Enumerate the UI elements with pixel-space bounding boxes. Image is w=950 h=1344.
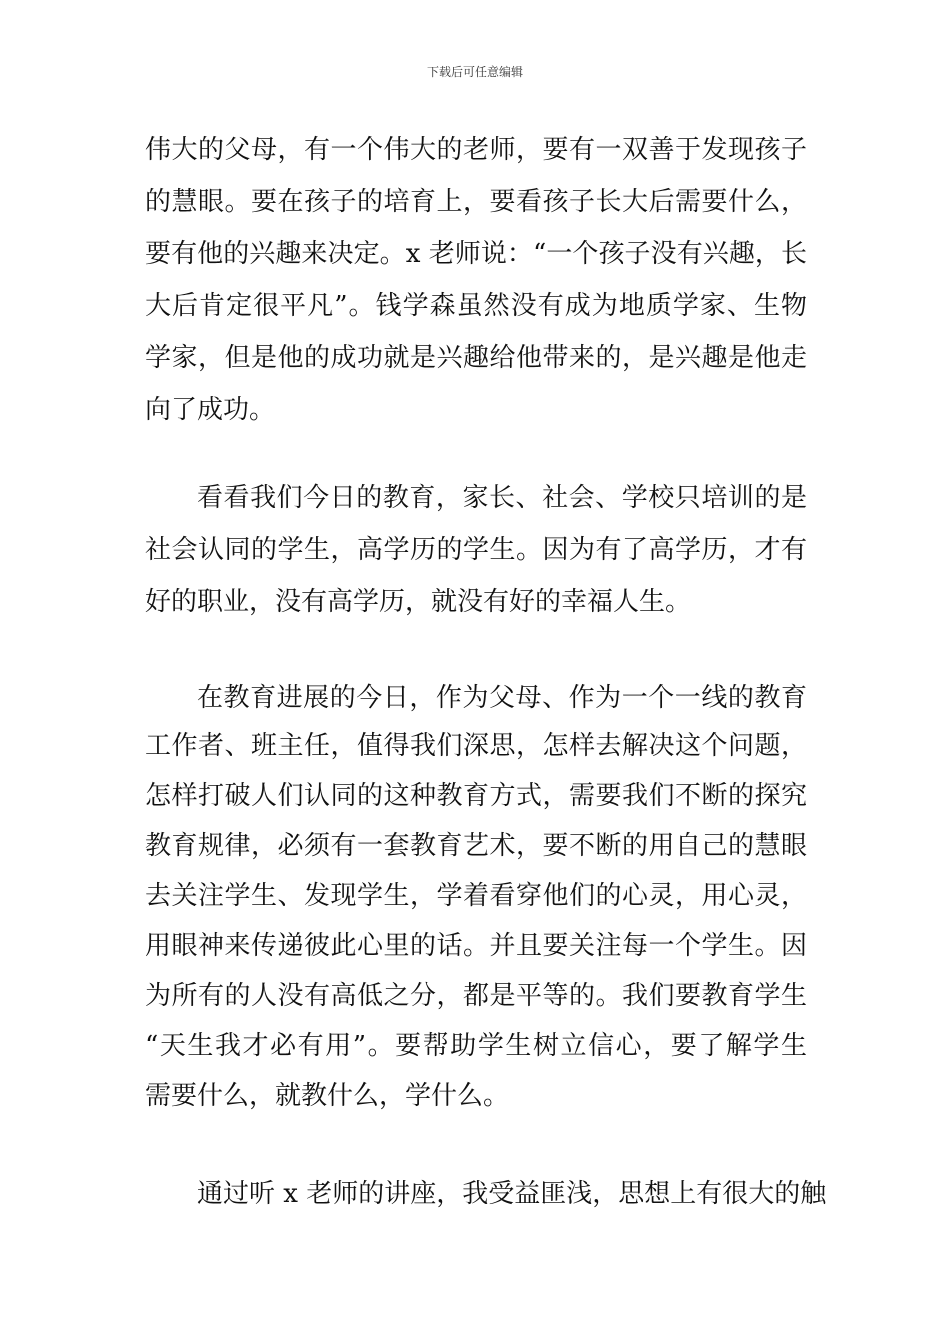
paragraph-3-line-3: 怎样打破人们认同的这种教育方式，需要我们不断的探究 — [145, 781, 807, 811]
paragraph-3-line-9: 需要什么，就教什么，学什么。 — [145, 1081, 510, 1111]
paragraph-1-line-3: 要有他的兴趣来决定。x 老师说：“一个孩子没有兴趣，长 — [145, 239, 807, 269]
paragraph-1-line-2: 的慧眼。要在孩子的培育上，要看孩子长大后需要什么， — [145, 187, 807, 217]
paragraph-2-line-2: 社会认同的学生，高学历的学生。因为有了高学历，才有 — [145, 535, 807, 565]
paragraph-1-line-5: 学家，但是他的成功就是兴趣给他带来的，是兴趣是他走 — [145, 343, 807, 373]
paragraph-1-line-4: 大后肯定很平凡”。钱学森虽然没有成为地质学家、生物 — [145, 291, 807, 321]
paragraph-3-line-4: 教育规律，必须有一套教育艺术，要不断的用自己的慧眼 — [145, 831, 807, 861]
paragraph-3-line-1: 在教育进展的今日，作为父母、作为一个一线的教育 — [197, 683, 807, 713]
paragraph-2-line-1: 看看我们今日的教育，家长、社会、学校只培训的是 — [197, 483, 807, 513]
page-header: 下载后可任意编辑 — [426, 65, 523, 79]
paragraph-3-line-5: 去关注学生、发现学生，学着看穿他们的心灵，用心灵， — [145, 881, 807, 911]
paragraph-1-line-6: 向了成功。 — [145, 395, 276, 425]
paragraph-3-line-2: 工作者、班主任，值得我们深思，怎样去解决这个问题， — [145, 731, 807, 761]
paragraph-4-line-1: 通过听 x 老师的讲座，我受益匪浅，思想上有很大的触 — [197, 1179, 827, 1209]
paragraph-2-line-3: 好的职业，没有高学历，就没有好的幸福人生。 — [145, 587, 692, 617]
paragraph-3-line-6: 用眼神来传递彼此心里的话。并且要关注每一个学生。因 — [145, 931, 807, 961]
paragraph-3-line-7: 为所有的人没有高低之分，都是平等的。我们要教育学生 — [145, 981, 807, 1011]
paragraph-3-line-8: “天生我才必有用”。要帮助学生树立信心，要了解学生 — [145, 1031, 807, 1061]
paragraph-1-line-1: 伟大的父母，有一个伟大的老师，要有一双善于发现孩子 — [145, 135, 807, 165]
